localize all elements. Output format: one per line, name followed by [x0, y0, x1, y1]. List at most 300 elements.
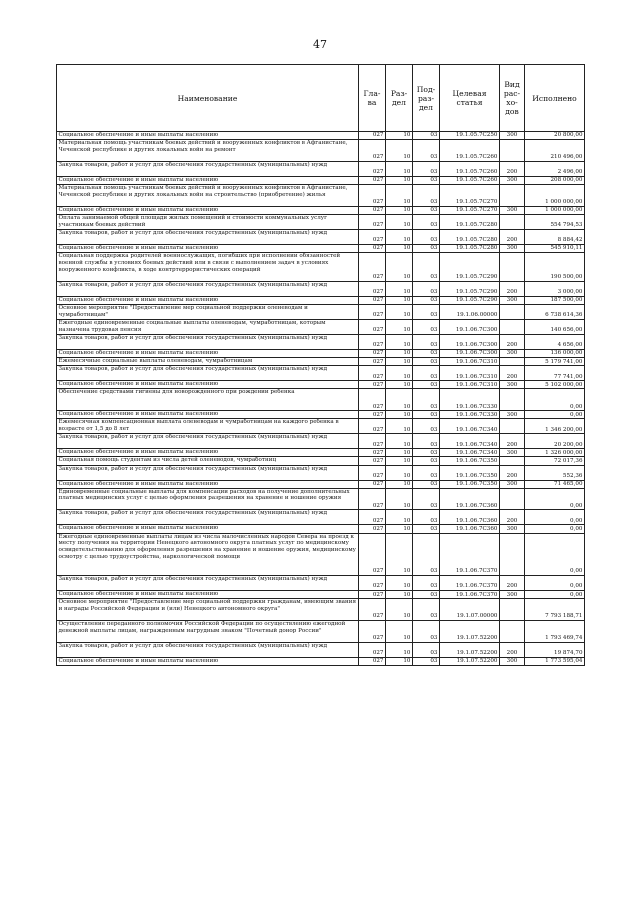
- row-glava: 027: [359, 658, 386, 666]
- row-razdel: 10: [386, 140, 413, 162]
- row-glava: 027: [359, 411, 386, 419]
- row-vid: 300: [500, 176, 525, 184]
- row-name: Единовременные социальные выплаты для компенсации расходов на получение дополнительных платных медицинских услуг с целью оформления разрешения на хранение и ношение оружия: [57, 488, 359, 510]
- row-podrazdel: 03: [413, 185, 440, 207]
- row-glava: 027: [359, 389, 386, 411]
- row-razdel: 10: [386, 176, 413, 184]
- row-name: Закупка товаров, работ и услуг для обеспечения государственных (муниципальных) нужд: [57, 230, 359, 245]
- row-podrazdel: 03: [413, 366, 440, 381]
- row-vid: 200: [500, 366, 525, 381]
- table-row: [57, 281, 585, 296]
- row-name: Закупка товаров, работ и услуг для обеспечения государственных (муниципальных) нужд: [57, 434, 359, 449]
- row-glava: 027: [359, 366, 386, 381]
- row-podrazdel: 03: [413, 465, 440, 480]
- row-amount: 20 800,00: [525, 132, 585, 140]
- row-razdel: 10: [386, 215, 413, 230]
- row-amount: 0,00: [525, 591, 585, 599]
- table-row: [57, 253, 585, 282]
- row-amount: 0,00: [525, 510, 585, 525]
- row-target: 19.1.06.7С330: [440, 389, 500, 411]
- budget-table: [56, 64, 585, 666]
- row-name: Закупка товаров, работ и услуг для обеспечения государственных (муниципальных) нужд: [57, 576, 359, 591]
- row-name: Закупка товаров, работ и услуг для обеспечения государственных (муниципальных) нужд: [57, 281, 359, 296]
- row-target: 19.1.06.7С330: [440, 411, 500, 419]
- row-razdel: 10: [386, 230, 413, 245]
- row-razdel: 10: [386, 621, 413, 643]
- row-glava: 027: [359, 296, 386, 304]
- row-name: Ежемесячные социальные выплаты оленеводам, чумработницам: [57, 358, 359, 366]
- table-header-row: [57, 65, 585, 132]
- row-amount: 190 500,00: [525, 253, 585, 282]
- row-target: 19.1.05.7С260: [440, 140, 500, 162]
- row-razdel: 10: [386, 525, 413, 533]
- row-razdel: 10: [386, 465, 413, 480]
- row-podrazdel: 03: [413, 591, 440, 599]
- table-row: [57, 621, 585, 643]
- row-razdel: 10: [386, 281, 413, 296]
- row-name: Закупка товаров, работ и услуг для обеспечения государственных (муниципальных) нужд: [57, 335, 359, 350]
- row-vid: 200: [500, 643, 525, 658]
- row-target: 19.1.07.52200: [440, 621, 500, 643]
- row-name: Ежегодные единовременные выплаты лицам из числа малочисленных народов Севера на проезд к месту получения на территории Ненецкого автономного округа платных услуг по медицинскому освидетельствованию для оформления разрешения на хранение и ношение оружия, медицинскому осмотру с целью трудоустройства, наркологической помощи: [57, 533, 359, 576]
- table-row: [57, 206, 585, 214]
- row-razdel: 10: [386, 643, 413, 658]
- row-name: Социальное обеспечение и иные выплаты населению: [57, 449, 359, 457]
- row-amount: 545 910,11: [525, 245, 585, 253]
- table-row: [57, 576, 585, 591]
- row-glava: 027: [359, 480, 386, 488]
- row-glava: 027: [359, 335, 386, 350]
- row-podrazdel: 03: [413, 296, 440, 304]
- row-razdel: 10: [386, 245, 413, 253]
- table-row: [57, 366, 585, 381]
- row-glava: 027: [359, 381, 386, 389]
- row-razdel: 10: [386, 599, 413, 621]
- row-podrazdel: 03: [413, 419, 440, 434]
- row-podrazdel: 03: [413, 206, 440, 214]
- row-amount: 136 000,00: [525, 350, 585, 358]
- row-target: 19.1.05.7С290: [440, 253, 500, 282]
- row-podrazdel: 03: [413, 335, 440, 350]
- row-razdel: 10: [386, 457, 413, 465]
- row-target: 19.1.06.7С310: [440, 366, 500, 381]
- row-vid: [500, 215, 525, 230]
- row-name: Основное мероприятие "Предоставление мер социальной поддержки гражданам, имеющим звания и награды Российской Федерации и (или) Ненецкого автономного округа": [57, 599, 359, 621]
- row-glava: 027: [359, 591, 386, 599]
- row-glava: 027: [359, 465, 386, 480]
- row-amount: 1 793 469,74: [525, 621, 585, 643]
- row-vid: 300: [500, 591, 525, 599]
- row-amount: 208 000,00: [525, 176, 585, 184]
- row-podrazdel: 03: [413, 643, 440, 658]
- row-target: 19.1.06.7С300: [440, 320, 500, 335]
- row-glava: 027: [359, 281, 386, 296]
- row-razdel: 10: [386, 366, 413, 381]
- row-podrazdel: 03: [413, 621, 440, 643]
- row-name: Ежегодные единовременные социальные выплаты оленеводам, чумработницам, которым назначена трудовая пенсия: [57, 320, 359, 335]
- row-podrazdel: 03: [413, 381, 440, 389]
- row-vid: [500, 358, 525, 366]
- row-target: 19.1.06.7С340: [440, 434, 500, 449]
- row-podrazdel: 03: [413, 389, 440, 411]
- table-row: [57, 658, 585, 666]
- row-podrazdel: 03: [413, 411, 440, 419]
- col-header-target: Целевая статья: [440, 65, 500, 132]
- row-razdel: 10: [386, 305, 413, 320]
- row-amount: 554 794,53: [525, 215, 585, 230]
- row-podrazdel: 03: [413, 358, 440, 366]
- row-amount: 0,00: [525, 389, 585, 411]
- row-vid: [500, 389, 525, 411]
- row-target: 19.1.06.7С370: [440, 576, 500, 591]
- row-name: Социальное обеспечение и иные выплаты населению: [57, 411, 359, 419]
- row-podrazdel: 03: [413, 161, 440, 176]
- row-amount: 71 465,00: [525, 480, 585, 488]
- row-target: 19.1.06.7С350: [440, 457, 500, 465]
- row-glava: 027: [359, 434, 386, 449]
- row-name: Социальное обеспечение и иные выплаты населению: [57, 206, 359, 214]
- row-glava: 027: [359, 132, 386, 140]
- row-target: 19.1.05.7С280: [440, 215, 500, 230]
- table-row: [57, 591, 585, 599]
- row-podrazdel: 03: [413, 457, 440, 465]
- col-header-razdel: Раз-дел: [386, 65, 413, 132]
- row-podrazdel: 03: [413, 176, 440, 184]
- row-target: 19.1.05.7С270: [440, 185, 500, 207]
- row-target: 19.1.05.7С280: [440, 245, 500, 253]
- row-vid: 300: [500, 411, 525, 419]
- row-amount: 77 741,00: [525, 366, 585, 381]
- table-row: [57, 132, 585, 140]
- row-target: 19.1.06.7С370: [440, 591, 500, 599]
- row-vid: 300: [500, 525, 525, 533]
- row-glava: 027: [359, 643, 386, 658]
- row-podrazdel: 03: [413, 305, 440, 320]
- row-podrazdel: 03: [413, 281, 440, 296]
- row-glava: 027: [359, 253, 386, 282]
- row-name: Закупка товаров, работ и услуг для обеспечения государственных (муниципальных) нужд: [57, 643, 359, 658]
- row-glava: 027: [359, 621, 386, 643]
- row-razdel: 10: [386, 434, 413, 449]
- row-razdel: 10: [386, 350, 413, 358]
- row-target: 19.1.06.7С360: [440, 525, 500, 533]
- table-row: [57, 599, 585, 621]
- row-amount: 210 496,00: [525, 140, 585, 162]
- row-name: Ежемесячная компенсационная выплата оленеводам и чумработницам на каждого ребенка в возрасте от 1,5 до 8 лет: [57, 419, 359, 434]
- row-amount: 8 884,42: [525, 230, 585, 245]
- row-target: 19.1.05.7С270: [440, 206, 500, 214]
- table-row: [57, 525, 585, 533]
- row-name: Социальное обеспечение и иные выплаты населению: [57, 245, 359, 253]
- row-amount: 5 102 000,00: [525, 381, 585, 389]
- row-name: Социальное обеспечение и иные выплаты населению: [57, 591, 359, 599]
- row-glava: 027: [359, 215, 386, 230]
- col-header-done: Исполнено: [525, 65, 585, 132]
- row-glava: 027: [359, 185, 386, 207]
- row-target: 19.1.07.52200: [440, 643, 500, 658]
- row-razdel: 10: [386, 591, 413, 599]
- row-razdel: 10: [386, 335, 413, 350]
- row-glava: 027: [359, 533, 386, 576]
- table-row: [57, 320, 585, 335]
- row-vid: 300: [500, 658, 525, 666]
- row-name: Закупка товаров, работ и услуг для обеспечения государственных (муниципальных) нужд: [57, 465, 359, 480]
- row-name: Осуществление переданного полномочия Российской Федерации по осуществлению ежегодной денежной выплаты лицам, награжденным нагрудным знаком "Почетный донор России": [57, 621, 359, 643]
- row-target: 19.1.06.7С300: [440, 350, 500, 358]
- row-glava: 027: [359, 161, 386, 176]
- row-podrazdel: 03: [413, 658, 440, 666]
- row-amount: 0,00: [525, 488, 585, 510]
- row-glava: 027: [359, 599, 386, 621]
- col-header-name: Наименование: [57, 65, 359, 132]
- row-amount: 5 179 741,00: [525, 358, 585, 366]
- row-name: Социальная помощь студентам из числа детей оленеводов, чумработниц: [57, 457, 359, 465]
- row-vid: 200: [500, 510, 525, 525]
- row-vid: 200: [500, 281, 525, 296]
- row-glava: 027: [359, 245, 386, 253]
- row-razdel: 10: [386, 253, 413, 282]
- row-podrazdel: 03: [413, 480, 440, 488]
- row-podrazdel: 03: [413, 215, 440, 230]
- row-vid: 300: [500, 132, 525, 140]
- row-vid: [500, 305, 525, 320]
- row-target: 19.1.06.7С360: [440, 488, 500, 510]
- table-row: [57, 381, 585, 389]
- row-target: 19.1.05.7С280: [440, 230, 500, 245]
- row-vid: 300: [500, 206, 525, 214]
- row-name: Материальная помощь участникам боевых действий и вооруженных конфликтов в Афганистане, Чеченской республике и других локальных войн на ремонт: [57, 140, 359, 162]
- row-target: 19.1.06.7С340: [440, 419, 500, 434]
- row-podrazdel: 03: [413, 525, 440, 533]
- row-vid: [500, 457, 525, 465]
- row-target: 19.1.07.00000: [440, 599, 500, 621]
- row-amount: 2 496,00: [525, 161, 585, 176]
- table-row: [57, 350, 585, 358]
- row-podrazdel: 03: [413, 449, 440, 457]
- row-razdel: 10: [386, 480, 413, 488]
- row-vid: 300: [500, 350, 525, 358]
- row-target: 19.1.07.52200: [440, 658, 500, 666]
- table-row: [57, 389, 585, 411]
- row-vid: 200: [500, 161, 525, 176]
- row-razdel: 10: [386, 206, 413, 214]
- table-row: [57, 510, 585, 525]
- table-row: [57, 533, 585, 576]
- row-razdel: 10: [386, 449, 413, 457]
- row-razdel: 10: [386, 658, 413, 666]
- table-row: [57, 296, 585, 304]
- row-glava: 027: [359, 510, 386, 525]
- table-row: [57, 488, 585, 510]
- row-vid: 200: [500, 335, 525, 350]
- page-number: 47: [313, 38, 327, 51]
- row-vid: 200: [500, 230, 525, 245]
- row-vid: 300: [500, 480, 525, 488]
- row-glava: 027: [359, 358, 386, 366]
- row-target: 19.1.06.7С340: [440, 449, 500, 457]
- row-razdel: 10: [386, 185, 413, 207]
- row-vid: 300: [500, 381, 525, 389]
- row-vid: 200: [500, 434, 525, 449]
- row-name: Социальное обеспечение и иные выплаты населению: [57, 176, 359, 184]
- table-row: [57, 305, 585, 320]
- row-podrazdel: 03: [413, 320, 440, 335]
- row-vid: 300: [500, 245, 525, 253]
- row-podrazdel: 03: [413, 576, 440, 591]
- row-podrazdel: 03: [413, 253, 440, 282]
- table-row: [57, 215, 585, 230]
- row-glava: 027: [359, 305, 386, 320]
- table-row: [57, 457, 585, 465]
- row-name: Обеспечение средствами гигиены для новорожденного при рождении ребенка: [57, 389, 359, 411]
- row-name: Социальное обеспечение и иные выплаты населению: [57, 296, 359, 304]
- row-glava: 027: [359, 488, 386, 510]
- table-row: [57, 335, 585, 350]
- table-row: [57, 230, 585, 245]
- row-target: 19.1.05.7С290: [440, 296, 500, 304]
- row-vid: [500, 253, 525, 282]
- row-name: Социальное обеспечение и иные выплаты населению: [57, 132, 359, 140]
- row-amount: 1 000 000,00: [525, 185, 585, 207]
- row-name: Оплата занимаемой общей площади жилых помещений и стоимости коммунальных услуг участникам боевых действий: [57, 215, 359, 230]
- row-razdel: 10: [386, 161, 413, 176]
- table-row: [57, 140, 585, 162]
- row-podrazdel: 03: [413, 533, 440, 576]
- row-target: 19.1.06.7С360: [440, 510, 500, 525]
- row-name: Закупка товаров, работ и услуг для обеспечения государственных (муниципальных) нужд: [57, 366, 359, 381]
- row-target: 19.1.06.7С350: [440, 465, 500, 480]
- row-amount: 6 738 614,36: [525, 305, 585, 320]
- row-name: Социальное обеспечение и иные выплаты населению: [57, 381, 359, 389]
- row-target: 19.1.05.7С260: [440, 161, 500, 176]
- row-name: Социальная поддержка родителей военнослужащих, погибших при исполнении обязанностей военной службы в условиях боевых действий или в связи с выполнением задач в условиях вооруженного конфликта, в ходе контртеррористических операций: [57, 253, 359, 282]
- row-glava: 027: [359, 350, 386, 358]
- row-amount: 19 874,70: [525, 643, 585, 658]
- row-amount: 0,00: [525, 411, 585, 419]
- table-row: [57, 449, 585, 457]
- row-vid: [500, 185, 525, 207]
- table-row: [57, 643, 585, 658]
- row-name: Социальное обеспечение и иные выплаты населению: [57, 525, 359, 533]
- row-name: Закупка товаров, работ и услуг для обеспечения государственных (муниципальных) нужд: [57, 161, 359, 176]
- row-amount: 72 017,36: [525, 457, 585, 465]
- row-glava: 027: [359, 419, 386, 434]
- row-amount: 20 200,00: [525, 434, 585, 449]
- table-row: [57, 434, 585, 449]
- row-glava: 027: [359, 176, 386, 184]
- table-row: [57, 176, 585, 184]
- row-razdel: 10: [386, 296, 413, 304]
- row-vid: [500, 488, 525, 510]
- row-razdel: 10: [386, 132, 413, 140]
- row-razdel: 10: [386, 389, 413, 411]
- row-vid: [500, 320, 525, 335]
- row-vid: [500, 621, 525, 643]
- row-name: Закупка товаров, работ и услуг для обеспечения государственных (муниципальных) нужд: [57, 510, 359, 525]
- row-vid: 200: [500, 465, 525, 480]
- row-target: 19.1.06.7С310: [440, 358, 500, 366]
- row-razdel: 10: [386, 419, 413, 434]
- row-razdel: 10: [386, 533, 413, 576]
- table-row: [57, 419, 585, 434]
- row-target: 19.1.06.7С300: [440, 335, 500, 350]
- row-glava: 027: [359, 449, 386, 457]
- col-header-vid: Вид рас-хо-дов: [500, 65, 525, 132]
- row-amount: 140 656,00: [525, 320, 585, 335]
- row-vid: 300: [500, 296, 525, 304]
- table-row: [57, 465, 585, 480]
- row-target: 19.1.05.7С250: [440, 132, 500, 140]
- row-amount: 0,00: [525, 576, 585, 591]
- row-vid: [500, 419, 525, 434]
- row-razdel: 10: [386, 488, 413, 510]
- col-header-podrazdel: Под-раз-дел: [413, 65, 440, 132]
- row-name: Социальное обеспечение и иные выплаты населению: [57, 658, 359, 666]
- row-podrazdel: 03: [413, 599, 440, 621]
- row-vid: [500, 599, 525, 621]
- row-target: 19.1.06.7С310: [440, 381, 500, 389]
- row-podrazdel: 03: [413, 350, 440, 358]
- row-razdel: 10: [386, 320, 413, 335]
- row-name: Социальное обеспечение и иные выплаты населению: [57, 350, 359, 358]
- row-glava: 027: [359, 140, 386, 162]
- row-razdel: 10: [386, 510, 413, 525]
- row-glava: 027: [359, 457, 386, 465]
- row-target: 19.1.06.7С350: [440, 480, 500, 488]
- row-amount: 0,00: [525, 525, 585, 533]
- row-razdel: 10: [386, 411, 413, 419]
- table-row: [57, 358, 585, 366]
- row-amount: 187 500,00: [525, 296, 585, 304]
- table-row: [57, 480, 585, 488]
- row-vid: [500, 140, 525, 162]
- row-amount: 1 346 200,00: [525, 419, 585, 434]
- row-name: Социальное обеспечение и иные выплаты населению: [57, 480, 359, 488]
- row-glava: 027: [359, 206, 386, 214]
- row-podrazdel: 03: [413, 230, 440, 245]
- row-amount: 4 656,00: [525, 335, 585, 350]
- row-podrazdel: 03: [413, 245, 440, 253]
- row-glava: 027: [359, 320, 386, 335]
- row-amount: 552,36: [525, 465, 585, 480]
- row-podrazdel: 03: [413, 510, 440, 525]
- table-row: [57, 245, 585, 253]
- row-vid: [500, 533, 525, 576]
- row-razdel: 10: [386, 381, 413, 389]
- row-target: 19.1.06.7С370: [440, 533, 500, 576]
- row-razdel: 10: [386, 576, 413, 591]
- table-row: [57, 185, 585, 207]
- row-podrazdel: 03: [413, 434, 440, 449]
- row-amount: 1 773 595,04: [525, 658, 585, 666]
- row-target: 19.1.05.7С290: [440, 281, 500, 296]
- row-amount: 7 793 188,71: [525, 599, 585, 621]
- row-amount: 1 326 000,00: [525, 449, 585, 457]
- row-target: 19.1.05.7С260: [440, 176, 500, 184]
- row-amount: 3 000,00: [525, 281, 585, 296]
- row-amount: 1 000 000,00: [525, 206, 585, 214]
- row-name: Материальная помощь участникам боевых действий и вооруженных конфликтов в Афганистане, Чеченской республике и других локальных войн на строительство (приобретение) жилья: [57, 185, 359, 207]
- row-name: Основное мероприятие "Предоставление мер социальной поддержки оленеводам и чумработницам": [57, 305, 359, 320]
- row-glava: 027: [359, 230, 386, 245]
- col-header-glava: Гла-ва: [359, 65, 386, 132]
- row-glava: 027: [359, 576, 386, 591]
- row-podrazdel: 03: [413, 140, 440, 162]
- row-vid: 300: [500, 449, 525, 457]
- table-row: [57, 411, 585, 419]
- row-podrazdel: 03: [413, 488, 440, 510]
- table-body: [57, 132, 585, 666]
